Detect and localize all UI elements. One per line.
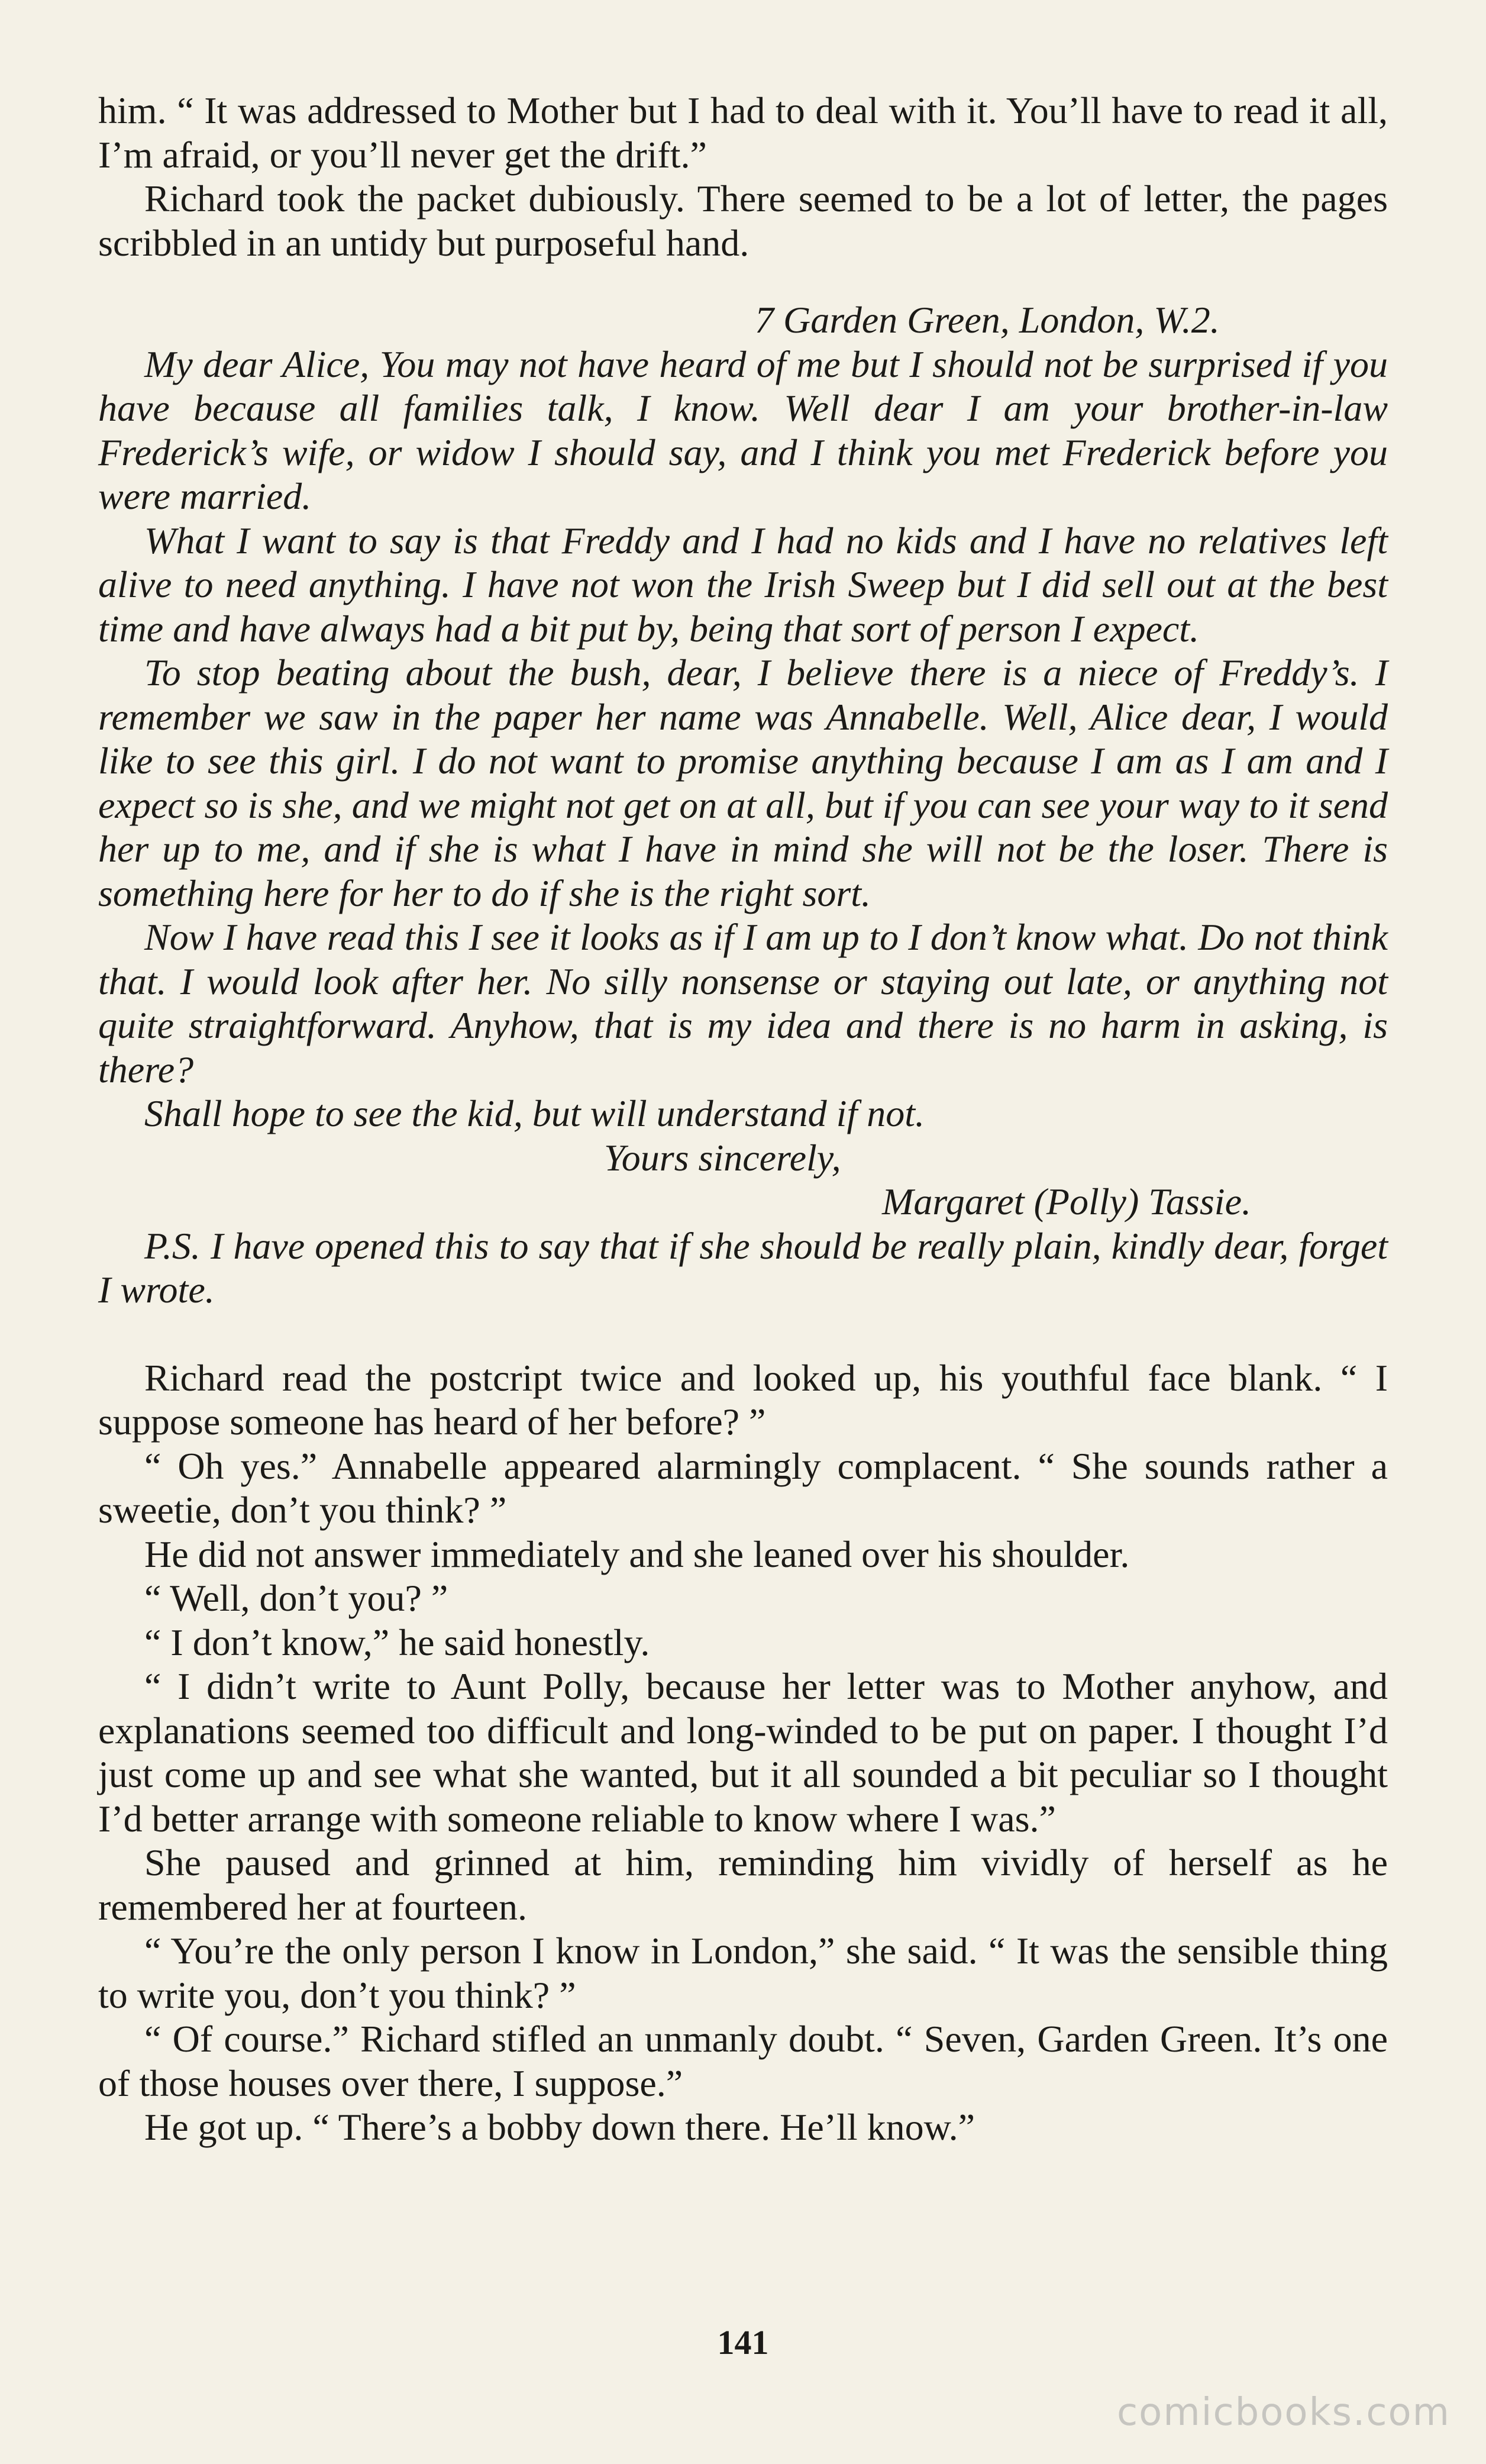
paragraph: “ Oh yes.” Annabelle appeared alarmingly complacent. “ She sounds rather a sweetie, don’t you think? ”	[98, 1444, 1388, 1531]
letter-address: 7 Garden Green, London, W.2.	[755, 299, 1220, 341]
paragraph: “ You’re the only person I know in London,” she said. “ It was the sensible thing to write you, don’t you think? ”	[98, 1930, 1388, 2016]
letter-paragraph: My dear Alice, You may not have heard of me but I should not be surprised if you have because all families talk, I know. Well dear I am your brother-in-law Frederick’s wife, or widow I should say, and I think you met Frederick before you were married.	[98, 343, 1388, 517]
paragraph: “ I don’t know,” he said honestly.	[144, 1621, 650, 1663]
letter-paragraph: What I want to say is that Freddy and I had no kids and I have no relatives left alive to need anything. I have not won the Irish Sweep but I did sell out at the best time and have always had a bit put by, being that sort of person I expect.	[98, 519, 1388, 650]
paragraph: Richard took the packet dubiously. There seemed to be a lot of letter, the pages scribbled in an untidy but purposeful hand.	[98, 178, 1388, 264]
watermark: comicbooks.com	[1116, 2391, 1451, 2434]
paragraph: He got up. “ There’s a bobby down there. He’ll know.”	[144, 2106, 975, 2148]
paragraph: She paused and grinned at him, reminding him vividly of herself as he remembered her at fourteen.	[98, 1841, 1388, 1928]
paragraph: “ Well, don’t you? ”	[144, 1577, 448, 1619]
page-number: 141	[717, 2323, 769, 2362]
letter-closing: Yours sincerely,	[604, 1136, 841, 1179]
letter-signature: Margaret (Polly) Tassie.	[882, 1181, 1251, 1223]
paragraph: “ Of course.” Richard stifled an unmanly doubt. “ Seven, Garden Green. It’s one of those houses over there, I suppose.”	[98, 2018, 1388, 2104]
paragraph-continuation: him. “ It was addressed to Mother but I had to deal with it. You’ll have to read it all, I’m afraid, or you’ll never get the drift.”	[98, 89, 1388, 176]
section-gap	[98, 1312, 1388, 1356]
paragraph: “ I didn’t write to Aunt Polly, because her letter was to Mother anyhow, and explanations seemed too difficult and long-winded to be put on paper. I thought I’d just come up and see what she wanted, but it all sounded a bit peculiar so I thought I’d better arrange with someone reliable to know where I was.”	[98, 1665, 1388, 1840]
paragraph: He did not answer immediately and she leaned over his shoulder.	[144, 1533, 1130, 1575]
letter-paragraph: Now I have read this I see it looks as if I am up to I don’t know what. Do not think that. I would look after her. No silly nonsense or staying out late, or anything not quite straightforward. Anyhow, that is my idea and there is no harm in asking, is there?	[98, 916, 1388, 1091]
letter-paragraph: To stop beating about the bush, dear, I believe there is a niece of Freddy’s. I remember we saw in the paper her name was Annabelle. Well, Alice dear, I would like to see this girl. I do not want to promise anything because I am as I am and I expect so is she, and we might not get on at all, but if you can see your way to it send her up to me, and if she is what I have in mind she will not be the loser. There is something here for her to do if she is the right sort.	[98, 652, 1388, 914]
book-page	[98, 89, 1388, 2150]
paragraph: Richard read the postcript twice and looked up, his youthful face blank. “ I suppose someone has heard of her before? ”	[98, 1356, 1388, 1443]
letter-paragraph: Shall hope to see the kid, but will understand if not.	[144, 1092, 925, 1134]
letter-postscript: P.S. I have opened this to say that if she should be really plain, kindly dear, forget I wrote.	[98, 1224, 1388, 1311]
